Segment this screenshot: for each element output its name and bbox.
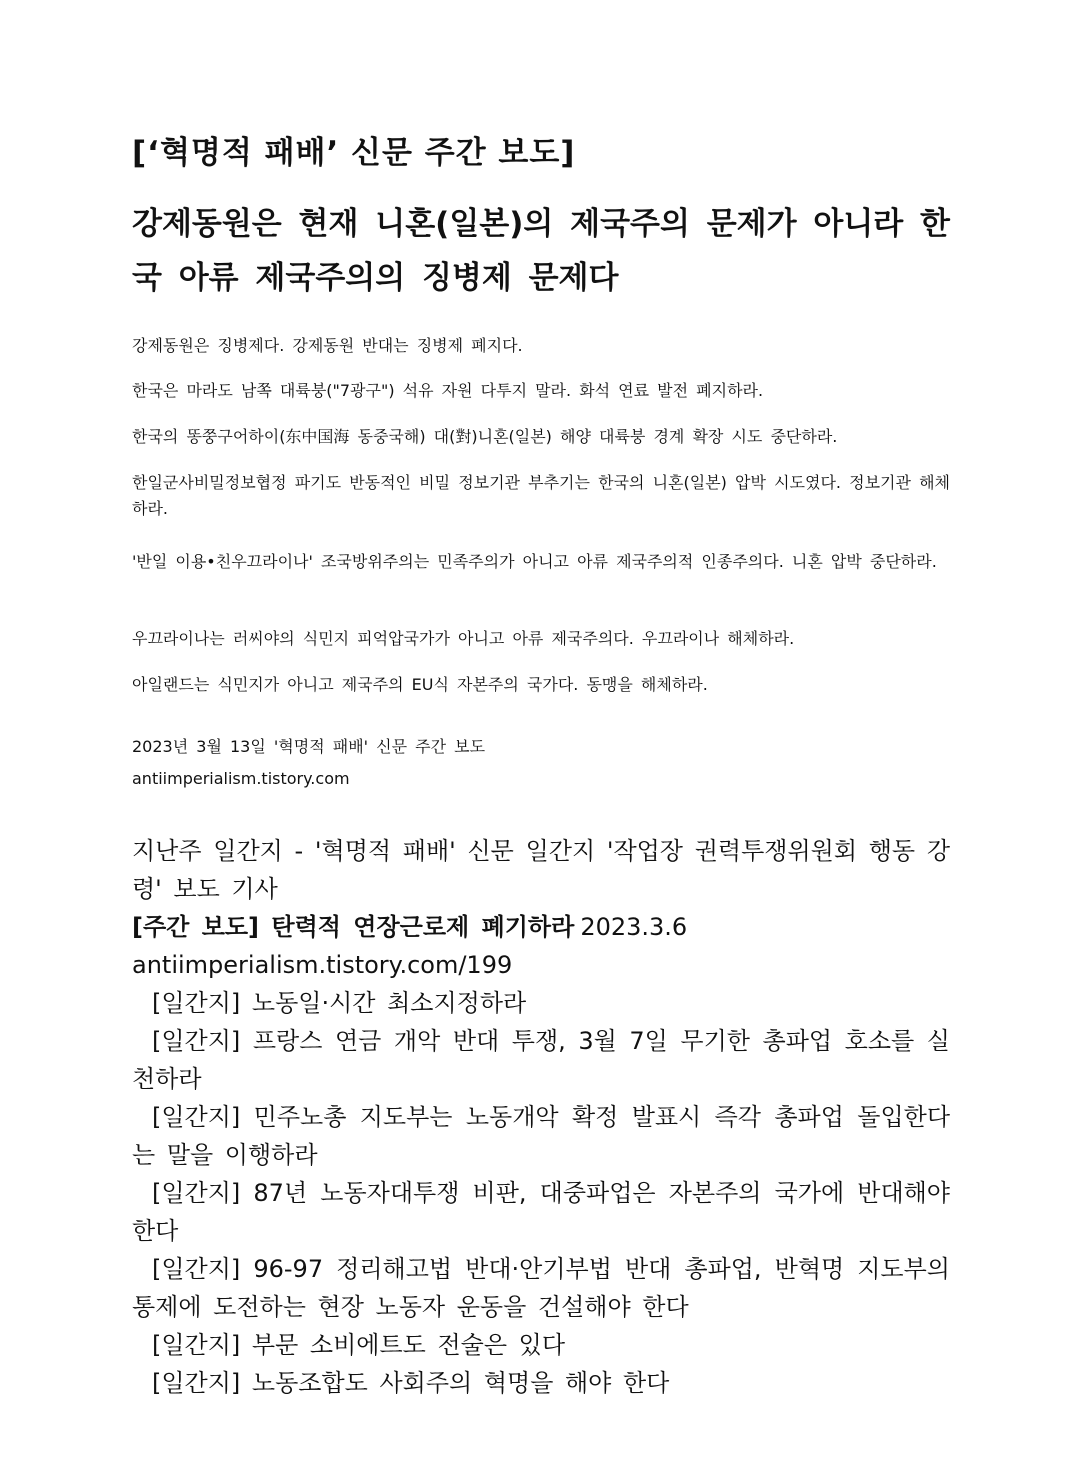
report-tag-heading: [‘혁명적 패배’ 신문 주간 보도] [132, 135, 576, 171]
daily-article-item: [일간지] 노동조합도 사회주의 혁명을 해야 한다 [152, 1369, 670, 1397]
daily-article-item: [일간지] 87년 노동자대투쟁 비판, 대중파업은 자본주의 국가에 반대해야 한다 [132, 1179, 950, 1245]
body-paragraph: 한국의 똥쭝구어하이(东中国海 동중국해) 대(對)니혼(일본) 해양 대륙붕 경계 확장 시도 중단하라. [132, 427, 838, 446]
site-url: antiimperialism.tistory.com [132, 769, 350, 788]
daily-article-item: [일간지] 민주노총 지도부는 노동개악 확정 발표시 즉각 총파업 돌입한다는 말을 이행하라 [132, 1103, 950, 1169]
weekly-report-row [132, 908, 950, 946]
article-headline: 강제동원은 현재 니혼(일본)의 제국주의 문제가 아니라 한국 아류 제국주의의 징병제 문제다 [132, 206, 950, 296]
body-paragraph: 강제동원은 징병제다. 강제동원 반대는 징병제 폐지다. [132, 336, 523, 355]
weekly-report-title: [주간 보도] 탄력적 연장근로제 폐기하라 [132, 913, 575, 941]
daily-article-item: [일간지] 96-97 정리해고법 반대·안기부법 반대 총파업, 반혁명 지도부의 통제에 도전하는 현장 노동자 운동을 건설해야 한다 [132, 1255, 950, 1321]
body-paragraph: '반일 이용•친우끄라이나' 조국방위주의는 민족주의가 아니고 아류 제국주의적 인종주의다. 니혼 압박 중단하라. [132, 552, 937, 571]
body-paragraph: 우끄라이나는 러씨야의 식민지 피억압국가가 아니고 아류 제국주의다. 우끄라이나 해체하라. [132, 629, 795, 648]
body-paragraph: 한일군사비밀정보협정 파기도 반동적인 비밀 정보기관 부추기는 한국의 니혼(일본) 압박 시도였다. 정보기관 해체하라. [132, 473, 950, 518]
weekly-report-url: antiimperialism.tistory.com/199 [132, 951, 513, 979]
body-paragraph: 한국은 마라도 남쪽 대륙붕("7광구") 석유 자원 다투지 말라. 화석 연료 발전 폐지하라. [132, 381, 764, 400]
previous-week-digest [132, 832, 950, 1402]
publication-date-line: 2023년 3월 13일 '혁명적 패배' 신문 주간 보도 [132, 737, 486, 756]
weekly-report-date: 2023.3.6 [580, 913, 688, 941]
body-paragraph: 아일랜드는 식민지가 아니고 제국주의 EU식 자본주의 국가다. 동맹을 해체하라. [132, 675, 708, 694]
daily-article-item: [일간지] 부문 소비에트도 전술은 있다 [152, 1331, 566, 1359]
daily-article-item: [일간지] 프랑스 연금 개악 반대 투쟁, 3월 7일 무기한 총파업 호소를 실천하라 [132, 1027, 950, 1093]
digest-intro: 지난주 일간지 - '혁명적 패배' 신문 일간지 '작업장 권력투쟁위원회 행동 강령' 보도 기사 [132, 837, 950, 903]
daily-article-item: [일간지] 노동일·시간 최소지정하라 [152, 989, 527, 1017]
